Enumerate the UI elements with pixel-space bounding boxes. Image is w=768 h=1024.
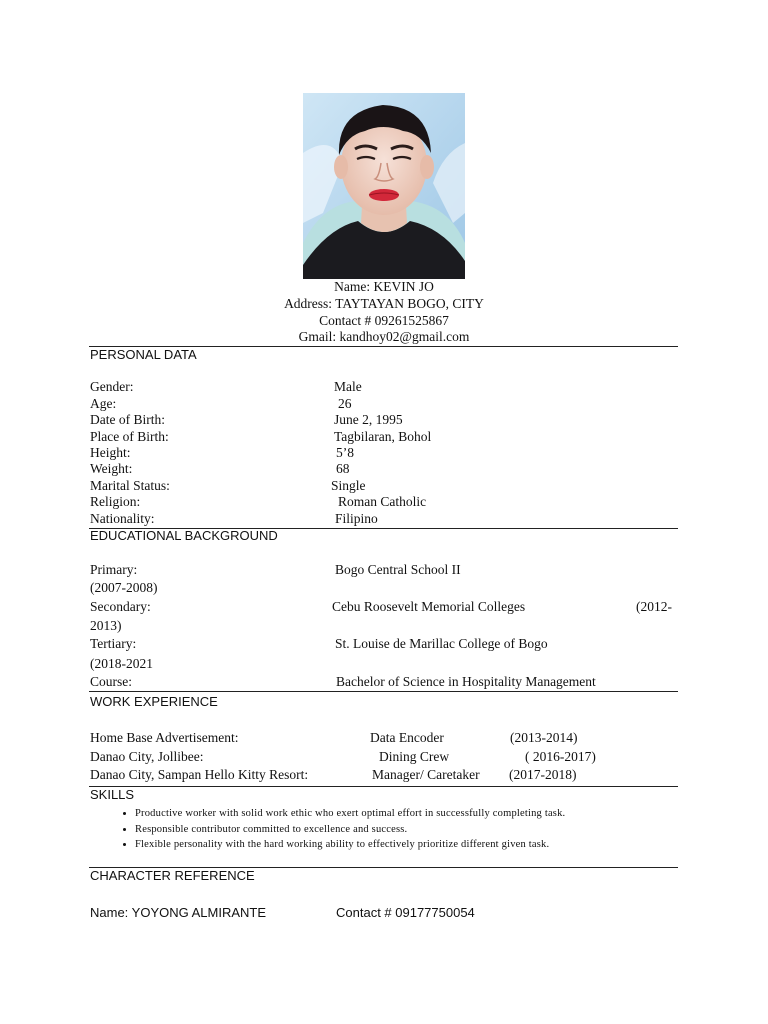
- height-label: Height:: [90, 445, 131, 460]
- religion-label: Religion:: [90, 494, 141, 509]
- tertiary-years: (2018-2021: [90, 656, 153, 671]
- contact-line: Contact # 09261525867: [319, 313, 449, 328]
- work-years: (2013-2014): [510, 730, 578, 745]
- primary-school: Bogo Central School II: [335, 562, 461, 577]
- work-experience-heading: WORK EXPERIENCE: [90, 694, 218, 709]
- height-value: 5’8: [336, 445, 354, 460]
- dob-value: June 2, 1995: [334, 412, 403, 427]
- pob-value: Tagbilaran, Bohol: [334, 429, 432, 444]
- pob-label: Place of Birth:: [90, 429, 169, 444]
- section-divider: [89, 786, 678, 787]
- gender-label: Gender:: [90, 379, 134, 394]
- profile-photo: [303, 93, 465, 279]
- gender-value: Male: [334, 379, 362, 394]
- age-label: Age:: [90, 396, 117, 411]
- work-years: ( 2016-2017): [525, 749, 596, 764]
- religion-value: Roman Catholic: [338, 494, 427, 509]
- weight-value: 68: [336, 461, 350, 476]
- skills-heading: SKILLS: [90, 787, 135, 802]
- primary-label: Primary:: [90, 562, 138, 577]
- tertiary-label: Tertiary:: [90, 636, 137, 651]
- marital-status-value: Single: [331, 478, 366, 493]
- age-value: 26: [338, 396, 352, 411]
- marital-status-label: Marital Status:: [90, 478, 170, 493]
- address-line: Address: TAYTAYAN BOGO, CITY: [284, 296, 484, 311]
- course-label: Course:: [90, 674, 132, 689]
- secondary-years-start: (2012-: [636, 599, 672, 614]
- work-position: Manager/ Caretaker: [372, 767, 480, 782]
- gmail-line: Gmail: kandhoy02@gmail.com: [298, 329, 470, 344]
- name-line: Name: KEVIN JO: [334, 279, 434, 294]
- nationality-value: Filipino: [335, 511, 378, 526]
- section-divider: [89, 691, 678, 692]
- dob-label: Date of Birth:: [90, 412, 165, 427]
- work-years: (2017-2018): [509, 767, 577, 782]
- character-reference-heading: CHARACTER REFERENCE: [90, 868, 255, 883]
- reference-name: Name: YOYONG ALMIRANTE: [90, 905, 267, 920]
- course-value: Bachelor of Science in Hospitality Management: [336, 674, 596, 689]
- secondary-label: Secondary:: [90, 599, 151, 614]
- work-position: Data Encoder: [370, 730, 444, 745]
- personal-data-heading: PERSONAL DATA: [90, 347, 197, 362]
- work-employer: Danao City, Sampan Hello Kitty Resort:: [90, 767, 309, 782]
- secondary-school: Cebu Roosevelt Memorial Colleges: [332, 599, 526, 614]
- nationality-label: Nationality:: [90, 511, 155, 526]
- weight-label: Weight:: [90, 461, 133, 476]
- reference-contact: Contact # 09177750054: [336, 905, 475, 920]
- work-position: Dining Crew: [379, 749, 450, 764]
- skill-item: • Productive worker with solid work ethic who exert optimal effort in successfully completing task.: [135, 806, 695, 822]
- skills-list: [95, 806, 695, 853]
- tertiary-school: St. Louise de Marillac College of Bogo: [335, 636, 548, 651]
- education-heading: EDUCATIONAL BACKGROUND: [90, 528, 278, 543]
- work-employer: Home Base Advertisement:: [90, 730, 239, 745]
- work-employer: Danao City, Jollibee:: [90, 749, 204, 764]
- secondary-years-end: 2013): [90, 618, 122, 633]
- primary-years: (2007-2008): [90, 580, 158, 595]
- skill-item: • Responsible contributor committed to excellence and success.: [135, 822, 695, 838]
- skill-item: • Flexible personality with the hard working ability to effectively prioritize different given task.: [135, 837, 695, 853]
